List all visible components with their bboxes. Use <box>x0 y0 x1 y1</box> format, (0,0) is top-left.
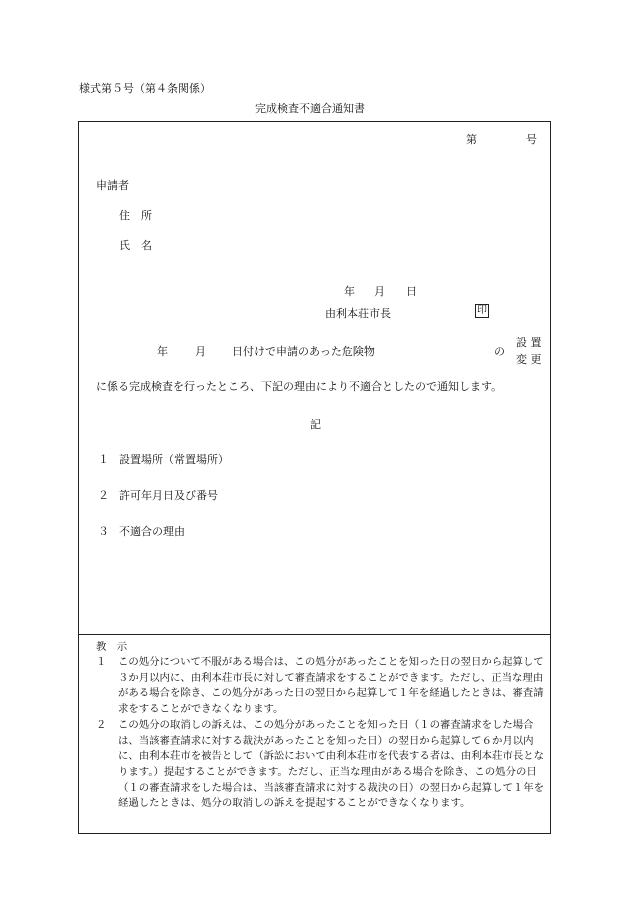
date-month-label: 月 <box>374 285 385 298</box>
notice-item-1 <box>96 655 546 718</box>
issuer-name: 由利本荘市長 <box>325 307 391 320</box>
item-number-1: １ <box>98 453 109 466</box>
address-label: 住 所 <box>119 209 152 222</box>
notice-title: 教 示 <box>96 641 128 653</box>
item-number-2: ２ <box>98 489 109 502</box>
notice-item-text: この処分について不服がある場合は、この処分があったことを知った日の翌日から起算して３か月以内に、由利本荘市長に対して審査請求をすることができます。ただし、正当な理由がある場合を除き、この処分があった日の翌日から起算して１年を経過したときは、審査請求をすることができなくなります。 <box>118 656 544 716</box>
notice-item-number: １ <box>96 656 107 668</box>
notice-item-text: この処分の取消しの訴えは、この処分があったことを知った日（１の審査請求をした場合は、当該審査請求に対する裁決があったことを知った日）の翌日から起算して６か月以内に、由利本荘市を被告として（訴訟において由利本荘市を代表する者は、由利本荘市長となります。）提起することができます。ただし、正当な理由がある場合を除き、この処分の日（１の審査請求をした場合は、当該審査請求に対する裁決の日）の翌日から起算して１年を経過したときは、処分の取消しの訴えを提起することができなくなります。 <box>118 718 545 810</box>
request-month-label: 月 <box>195 345 206 358</box>
date-year-label: 年 <box>344 285 355 298</box>
number-dai-label: 第 <box>466 133 477 146</box>
option-install: 設 置 <box>516 336 542 349</box>
applicant-label: 申請者 <box>96 179 129 192</box>
notice-divider <box>78 634 551 635</box>
ki-label: 記 <box>310 418 321 431</box>
name-label: 氏 名 <box>119 239 152 252</box>
body-sentence: に係る完成検査を行ったところ、下記の理由により不適合としたので通知します。 <box>96 380 503 393</box>
request-year-label: 年 <box>157 345 168 358</box>
notice-item-number: ２ <box>96 718 107 731</box>
notice-section <box>96 640 546 812</box>
number-go-label: 号 <box>526 133 537 146</box>
request-no-label: の <box>494 345 505 358</box>
seal-mark: 印 <box>477 305 487 316</box>
item-number-3: ３ <box>98 525 109 538</box>
request-date-suffix: 日付けで申請のあった危険物 <box>232 345 375 358</box>
item-label-2: 許可年月日及び番号 <box>119 489 218 502</box>
form-number-label: 様式第５号（第４条関係） <box>79 82 211 95</box>
document-title: 完成検査不適合通知書 <box>255 102 365 115</box>
option-change: 変 更 <box>516 353 542 366</box>
date-day-label: 日 <box>406 285 417 298</box>
item-label-1: 設置場所（常置場所） <box>119 453 229 466</box>
notice-item-2 <box>96 718 546 812</box>
item-label-3: 不適合の理由 <box>119 525 185 538</box>
